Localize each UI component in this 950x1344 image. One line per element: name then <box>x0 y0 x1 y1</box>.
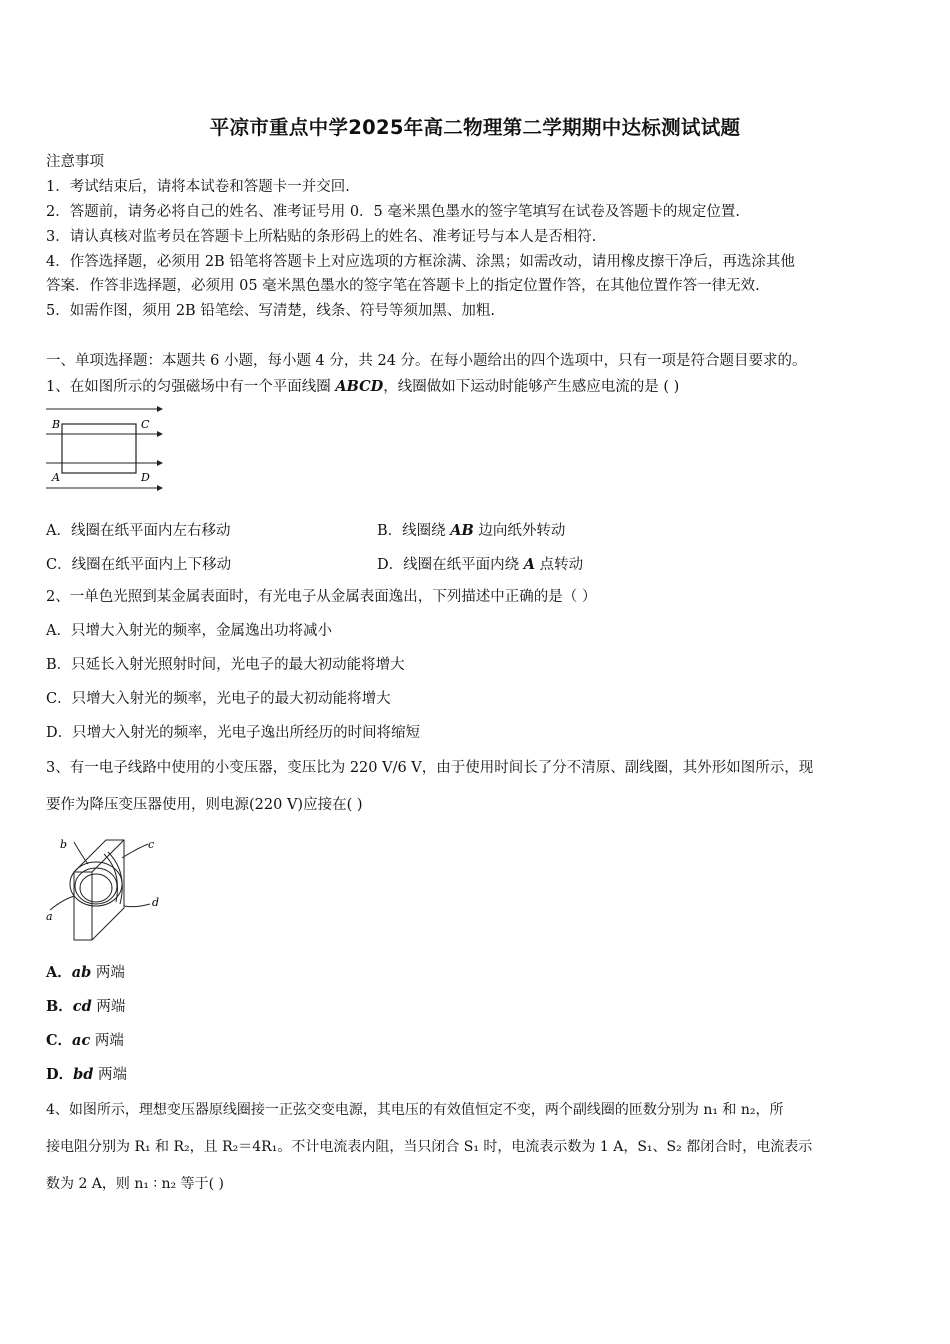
q3-option-text: 两端 <box>91 965 125 981</box>
lead-c <box>122 844 148 858</box>
label-d: D <box>141 471 150 484</box>
q1-option-b-part: B．线圈绕 <box>377 523 451 539</box>
transformer-figure <box>44 832 168 948</box>
lead-b <box>74 842 88 864</box>
question-3-stem: 要作为降压变压器使用，则电源(220 V)应接在( ) <box>46 797 363 813</box>
section-heading: 一、单项选择题：本题共 6 小题，每小题 4 分，共 24 分。在每小题给出的四个选项中，只有一项是符合题目要求的。 <box>46 353 807 369</box>
q2-option: A．只增大入射光的频率，金属逸出功将减小 <box>46 623 332 639</box>
label-b: b <box>60 838 68 851</box>
notice-item: 2．答题前，请务必将自己的姓名、准考证号用 0．5 毫米黑色墨水的签字笔填写在试卷及答题卡的规定位置. <box>46 204 740 220</box>
q3-option-var: ab <box>71 964 92 981</box>
q1-stem-part: ，线圈做如下运动时能够产生感应电流的是 ( ) <box>383 379 680 395</box>
notice-item: 1．考试结束后，请将本试卷和答题卡一并交回. <box>46 179 350 195</box>
q1-stem-part: 1、在如图所示的匀强磁场中有一个平面线圈 <box>46 379 336 395</box>
q3-option-letter: D． <box>46 1066 74 1083</box>
q3-option-letter: B． <box>46 998 73 1015</box>
lead-a <box>50 896 74 910</box>
q3-option-text: 两端 <box>90 1033 124 1049</box>
notice-heading: 注意事项 <box>46 154 104 170</box>
q1-option-b <box>377 519 565 540</box>
notice-item: 5．如需作图，须用 2B 铅笔绘、写清楚，线条、符号等须加黑、加粗. <box>46 303 495 319</box>
q3-option-letter: A． <box>46 964 72 981</box>
q1-option-a: A．线圈在纸平面内左右移动 <box>46 523 231 539</box>
label-a: a <box>46 910 53 923</box>
q1-option-c: C．线圈在纸平面内上下移动 <box>46 557 232 573</box>
notice-item: 4．作答选择题，必须用 2B 铅笔将答题卡上对应选项的方框涂满、涂黑；如需改动，请用橡皮擦干净后，再选涂其他 <box>46 254 795 270</box>
question-2-stem: 2、一单色光照到某金属表面时，有光电子从金属表面逸出，下列描述中正确的是（ ） <box>46 589 597 605</box>
q1-option-d-part: D．线圈在纸平面内绕 <box>377 557 524 573</box>
q1-option-d-part: 点转动 <box>535 557 584 573</box>
label-a: A <box>52 471 60 484</box>
q3-option-text: 两端 <box>93 1067 127 1083</box>
q3-option-text: 两端 <box>91 999 126 1015</box>
q3-option-letter: C． <box>46 1032 73 1049</box>
coil-abcd <box>62 424 136 473</box>
q3-option-var: cd <box>72 998 92 1015</box>
q1-option-b-var: AB <box>450 522 474 539</box>
question-1-stem <box>46 377 679 397</box>
q2-option: D．只增大入射光的频率，光电子逸出所经历的时间将缩短 <box>46 725 421 741</box>
q1-option-b-part: 边向纸外转动 <box>473 523 566 539</box>
page-title: 平凉市重点中学2025年高二物理第二学期期中达标测试试题 <box>209 116 741 139</box>
q3-option-var: ac <box>72 1032 91 1049</box>
winding <box>80 874 112 902</box>
lead-d <box>124 904 150 907</box>
question-3-stem: 3、有一电子线路中使用的小变压器，变压比为 220 V/6 V，由于使用时间长了分不清原、副线圈，其外形如图所示，现 <box>46 760 814 776</box>
notice-item: 3．请认真核对监考员在答题卡上所粘贴的条形码上的姓名、准考证号与本人是否相符. <box>46 229 597 245</box>
transformer-core-edge <box>92 840 124 940</box>
question-4-stem: 数为 2 A，则 n₁ ∶ n₂ 等于( ) <box>46 1176 224 1192</box>
q2-option: C．只增大入射光的频率，光电子的最大初动能将增大 <box>46 691 391 707</box>
q1-stem-var: ABCD <box>335 378 384 395</box>
q3-option-var: bd <box>73 1066 94 1083</box>
label-c: c <box>148 838 155 851</box>
question-4-stem: 4、如图所示，理想变压器原线圈接一正弦交变电源，其电压的有效值恒定不变，两个副线圈的匝数分别为 n₁ 和 n₂，所 <box>46 1102 784 1118</box>
q3-option <box>46 963 125 983</box>
q1-option-d <box>377 553 583 574</box>
q3-option <box>46 997 125 1017</box>
q2-option: B．只延长入射光照射时间，光电子的最大初动能将增大 <box>46 657 405 673</box>
q1-option-d-var: A <box>523 556 535 573</box>
label-c: C <box>141 418 150 431</box>
magnetic-field-coil-figure <box>44 403 168 495</box>
winding <box>75 868 117 904</box>
notice-item: 答案．作答非选择题，必须用 05 毫米黑色墨水的签字笔在答题卡上的指定位置作答，在其他位置作答一律无效. <box>46 278 760 294</box>
label-d: d <box>152 896 160 909</box>
question-4-stem: 接电阻分别为 R₁ 和 R₂，且 R₂＝4R₁。不计电流表内阻，当只闭合 S₁ 时，电流表示数为 1 A，S₁、S₂ 都闭合时，电流表示 <box>46 1139 813 1155</box>
label-b: B <box>52 418 61 431</box>
q3-option <box>46 1031 124 1051</box>
q3-option <box>46 1065 127 1085</box>
